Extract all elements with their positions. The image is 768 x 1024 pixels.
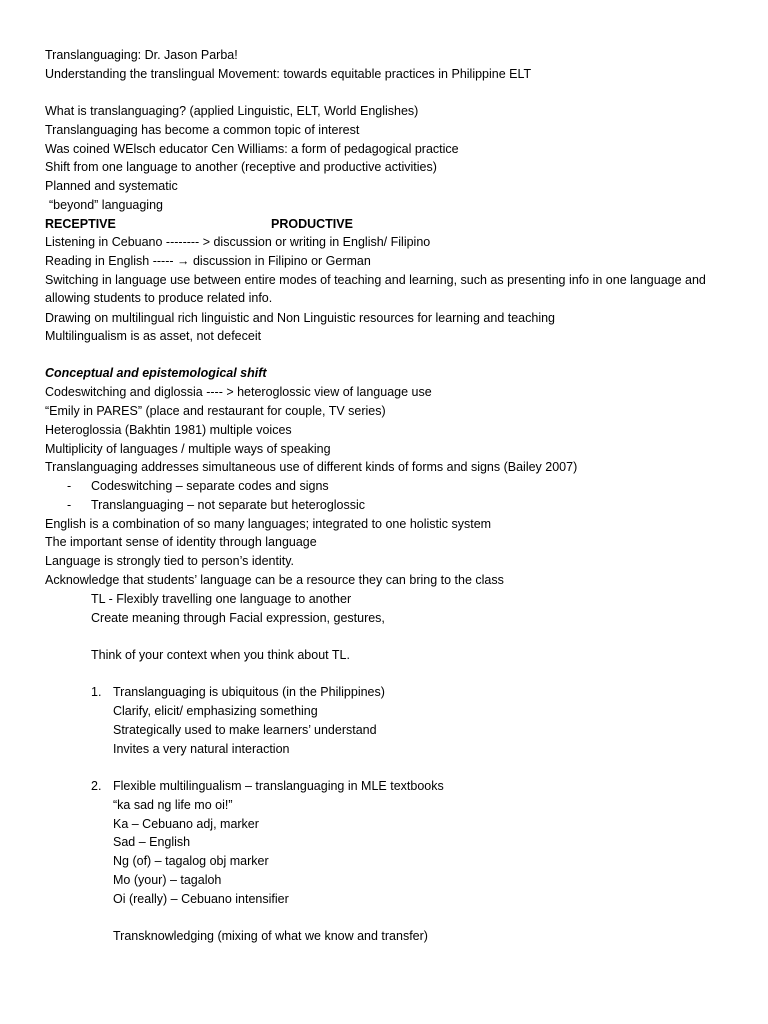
list-number: 1. [91, 685, 102, 699]
list-sub-item: Clarify, elicit/ emphasizing something [113, 704, 318, 718]
closing-line: Transknowledging (mixing of what we know and transfer) [113, 929, 428, 943]
bullet-text: Translanguaging – not separate but heteroglossic [91, 498, 366, 512]
intro-line: Translanguaging has become a common topic of interest [45, 123, 360, 137]
list-sub-item: Strategically used to make learners’ understand [113, 723, 377, 737]
section-line: English is a combination of so many languages; integrated to one holistic system [45, 517, 492, 531]
section-line: “Emily in PARES” (place and restaurant for couple, TV series) [45, 404, 386, 418]
section-line: Acknowledge that students’ language can be a resource they can bring to the class [45, 573, 504, 587]
intro-line: What is translanguaging? (applied Linguistic, ELT, World Englishes) [45, 104, 419, 118]
rp-line: Multilingualism is as asset, not defeceit [45, 329, 262, 343]
intro-line: Shift from one language to another (receptive and productive activities) [45, 160, 437, 174]
doc-title: Translanguaging: Dr. Jason Parba! [45, 48, 238, 62]
bullet-marker: - [67, 498, 72, 512]
section-heading: Conceptual and epistemological shift [45, 366, 267, 380]
bullet-text: Codeswitching – separate codes and signs [91, 479, 329, 493]
doc-subtitle: Understanding the translingual Movement: towards equitable practices in Philippine ELT [45, 67, 532, 81]
list-sub-item: “ka sad ng life mo oi!” [113, 798, 233, 812]
section-line: Heteroglossia (Bakhtin 1981) multiple voices [45, 423, 292, 437]
intro-line: Was coined WElsch educator Cen Williams: a form of pedagogical practice [45, 142, 459, 156]
list-sub-item: Sad – English [113, 835, 191, 849]
indented-line: TL - Flexibly travelling one language to another [91, 592, 352, 606]
bullet-marker: - [67, 479, 72, 493]
list-item-title: Flexible multilingualism – translanguaging in MLE textbooks [113, 779, 444, 793]
list-sub-item: Invites a very natural interaction [113, 742, 290, 756]
list-number: 2. [91, 779, 102, 793]
rp-line: Drawing on multilingual rich linguistic and Non Linguistic resources for learning and teaching [45, 311, 555, 325]
section-line: Multiplicity of languages / multiple ways of speaking [45, 442, 331, 456]
intro-line: Planned and systematic [45, 179, 178, 193]
receptive-heading: RECEPTIVE [45, 217, 116, 231]
list-sub-item: Mo (your) – tagaloh [113, 873, 222, 887]
rp-line: Listening in Cebuano -------- > discussion or writing in English/ Filipino [45, 235, 431, 249]
section-line: Translanguaging addresses simultaneous use of different kinds of forms and signs (Bailey 2007) [45, 460, 578, 474]
section-line: Language is strongly tied to person’s identity. [45, 554, 294, 568]
section-line: Codeswitching and diglossia ---- > heteroglossic view of language use [45, 385, 432, 399]
list-sub-item: Ka – Cebuano adj, marker [113, 817, 259, 831]
indented-line: Create meaning through Facial expression, gestures, [91, 611, 385, 625]
productive-heading: PRODUCTIVE [271, 217, 353, 231]
list-sub-item: Oi (really) – Cebuano intensifier [113, 892, 289, 906]
rp-line: Reading in English ----- → discussion in Filipino or German [45, 254, 371, 268]
context-note: Think of your context when you think about TL. [91, 648, 350, 662]
list-item-title: Translanguaging is ubiquitous (in the Philippines) [113, 685, 385, 699]
list-sub-item: Ng (of) – tagalog obj marker [113, 854, 269, 868]
rp-line: Switching in language use between entire modes of teaching and learning, such as presenting info in one language and allowing students to produce related info. [45, 273, 706, 305]
section-line: The important sense of identity through language [45, 535, 317, 549]
intro-line: “beyond” languaging [49, 198, 163, 212]
